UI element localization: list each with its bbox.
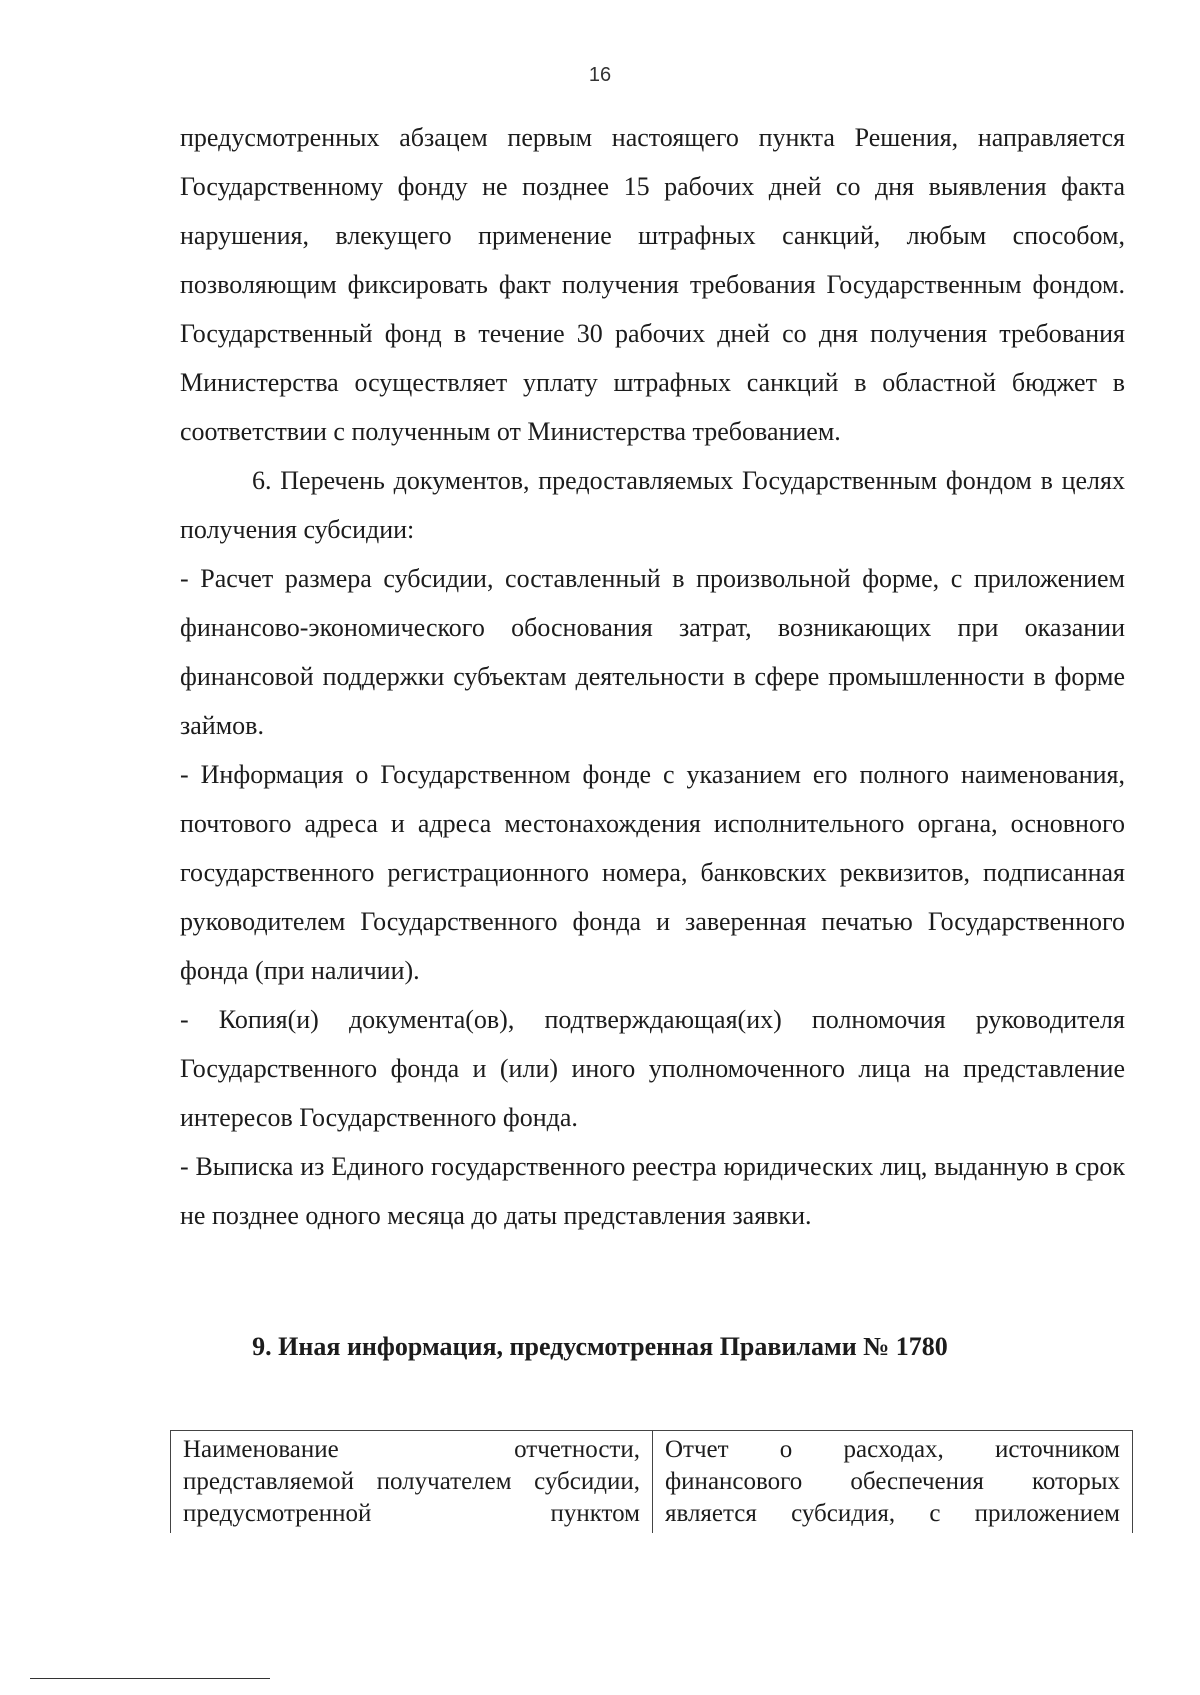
page-number: 16	[588, 64, 612, 86]
list-item-fund-information: - Информация о Государственном фонде с указанием его полного наименования, почтового адреса и адреса местонахождения исполнительного органа, основного государственного регистрационного номера, банковских реквизитов, подписанная руководителем Государственного фонда и заверенная печатью Государственного фонда (при наличии).	[180, 760, 1125, 985]
section-heading: 9. Иная информация, предусмотренная Правилами № 1780	[252, 1332, 948, 1361]
list-item-subsidy-calculation: - Расчет размера субсидии, составленный в произвольной форме, с приложением финансово-экономического обоснования затрат, возникающих при оказании финансовой поддержки субъектам деятельности в сфере промышленности в форме займов.	[180, 564, 1125, 740]
document-body	[180, 113, 1125, 1240]
table-cell-report-name-label: Наименование отчетности, представляемой получателем субсидии, предусмотренной пунктом	[171, 1431, 653, 1534]
info-table	[170, 1430, 1133, 1533]
footnote-divider	[30, 1678, 270, 1679]
paragraph-documents-list-intro: 6. Перечень документов, предоставляемых Государственным фондом в целях получения субсидии:	[180, 466, 1125, 544]
table-row	[171, 1431, 1133, 1534]
list-item-authority-copies: - Копия(и) документа(ов), подтверждающая(их) полномочия руководителя Государственного фонда и (или) иного уполномоченного лица на представление интересов Государственного фонда.	[180, 1005, 1125, 1132]
table-cell-report-name-value: Отчет о расходах, источником финансового обеспечения которых является субсидия, с приложением	[652, 1431, 1132, 1534]
paragraph-penalty-requirement: предусмотренных абзацем первым настоящего пункта Решения, направляется Государственному фонду не позднее 15 рабочих дней со дня выявления факта нарушения, влекущего применение штрафных санкций, любым способом, позволяющим фиксировать факт получения требования Государственным фондом. Государственный фонд в течение 30 рабочих дней со дня получения требования Министерства осуществляет уплату штрафных санкций в областной бюджет в соответствии с полученным от Министерства требованием.	[180, 123, 1125, 446]
list-item-registry-extract: - Выписка из Единого государственного реестра юридических лиц, выданную в срок не позднее одного месяца до даты представления заявки.	[180, 1152, 1125, 1230]
